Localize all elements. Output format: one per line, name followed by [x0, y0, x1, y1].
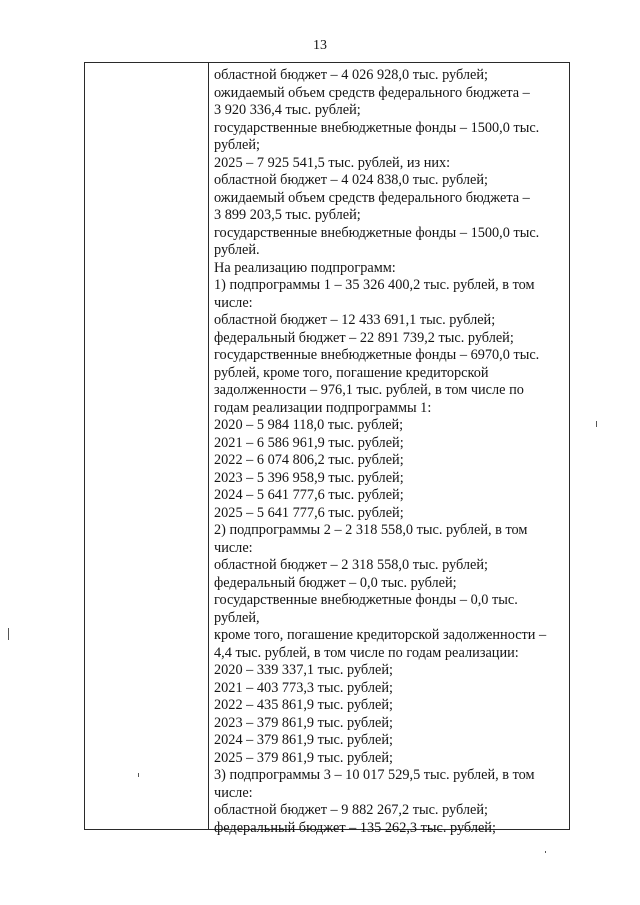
text-line: 2023 – 379 861,9 тыс. рублей;	[214, 714, 393, 731]
text-line: 2) подпрограммы 2 – 2 318 558,0 тыс. рублей, в том	[214, 522, 528, 538]
scan-mark	[596, 421, 597, 427]
text-line: ожидаемый объем средств федерального бюджета –	[214, 84, 530, 101]
text-line: рублей.	[214, 242, 260, 258]
text-line: 2025 – 379 861,9 тыс. рублей;	[214, 749, 393, 766]
text-line: областной бюджет – 12 433 691,1 тыс. рублей;	[214, 312, 496, 328]
text-line: федеральный бюджет – 22 891 739,2 тыс. рублей;	[214, 329, 514, 346]
text-line: задолженности – 976,1 тыс. рублей, в том числе по	[214, 382, 524, 398]
table-content-cell	[214, 67, 568, 837]
text-line: 4,4 тыс. рублей, в том числе по годам реализации:	[214, 644, 519, 661]
text-line: 2020 – 5 984 118,0 тыс. рублей;	[214, 417, 404, 433]
text-line: федеральный бюджет – 0,0 тыс. рублей;	[214, 574, 457, 591]
text-line: 2021 – 6 586 961,9 тыс. рублей;	[214, 434, 404, 451]
text-line: областной бюджет – 4 024 838,0 тыс. рублей;	[214, 172, 489, 188]
text-line: 2025 – 7 925 541,5 тыс. рублей, из них:	[214, 154, 451, 171]
text-line: областной бюджет – 2 318 558,0 тыс. рублей;	[214, 557, 489, 573]
text-line: числе:	[214, 294, 253, 311]
text-line: государственные внебюджетные фонды – 6970,0 тыс.	[214, 347, 540, 363]
text-line: 2021 – 403 773,3 тыс. рублей;	[214, 679, 393, 696]
text-line: государственные внебюджетные фонды – 0,0 тыс.	[214, 592, 518, 608]
scan-mark	[138, 773, 139, 777]
text-line: 2020 – 339 337,1 тыс. рублей;	[214, 662, 393, 678]
scan-mark	[545, 851, 546, 853]
scan-mark	[8, 628, 9, 640]
text-line: 3) подпрограммы 3 – 10 017 529,5 тыс. рублей, в том	[214, 767, 535, 783]
text-line: 1) подпрограммы 1 – 35 326 400,2 тыс. рублей, в том	[214, 277, 535, 293]
text-line: 2022 – 6 074 806,2 тыс. рублей;	[214, 452, 404, 468]
column-divider	[208, 62, 209, 830]
text-line: рублей;	[214, 137, 260, 153]
text-line: государственные внебюджетные фонды – 1500,0 тыс.	[214, 119, 540, 136]
text-line: На реализацию подпрограмм:	[214, 259, 396, 276]
text-line: кроме того, погашение кредиторской задолженности –	[214, 627, 547, 643]
text-line: областной бюджет – 9 882 267,2 тыс. рублей;	[214, 802, 489, 818]
text-line: 2024 – 379 861,9 тыс. рублей;	[214, 732, 393, 748]
text-line: 3 899 203,5 тыс. рублей;	[214, 207, 361, 223]
text-line: числе:	[214, 784, 253, 801]
text-line: 3 920 336,4 тыс. рублей;	[214, 102, 361, 118]
text-line: рублей, кроме того, погашение кредиторской	[214, 364, 489, 381]
text-line: 2025 – 5 641 777,6 тыс. рублей;	[214, 504, 404, 521]
text-line: 2022 – 435 861,9 тыс. рублей;	[214, 697, 393, 713]
text-line: годам реализации подпрограммы 1:	[214, 399, 432, 416]
text-line: федеральный бюджет – 135 262,3 тыс. рублей;	[214, 819, 496, 836]
text-line: областной бюджет – 4 026 928,0 тыс. рублей;	[214, 67, 489, 83]
text-line: государственные внебюджетные фонды – 1500,0 тыс.	[214, 224, 540, 241]
text-line: числе:	[214, 539, 253, 556]
text-line: 2023 – 5 396 958,9 тыс. рублей;	[214, 469, 404, 486]
text-line: 2024 – 5 641 777,6 тыс. рублей;	[214, 487, 404, 503]
text-line: рублей,	[214, 609, 260, 626]
page-number: 13	[313, 38, 327, 53]
text-line: ожидаемый объем средств федерального бюджета –	[214, 189, 530, 206]
